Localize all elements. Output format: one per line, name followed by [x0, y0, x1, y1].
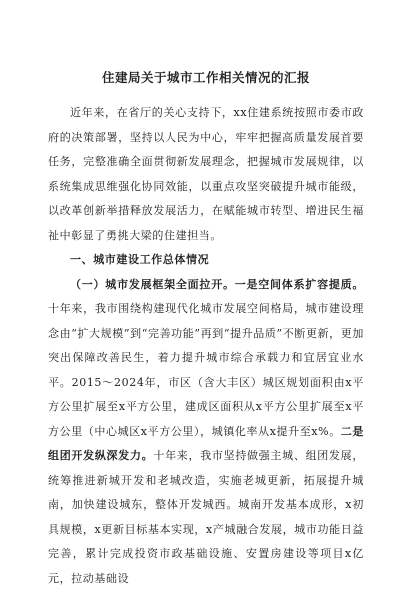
subsection-text: 十年来，我市围绕构建现代化城市发展空间格局，城市建设理念由“扩大规模”到“完善功能”再到“提升品质”不断更新，更加突出保障改善民生，着力提升城市综合承载力和宜居宜业水平。2015～2024年，市区（含大丰区）城区规划面积由x平方公里扩展至x平方公里，建成区面积从x平方公里扩展至x平方公里（中心城区x平方公里），城镇化率从x提升至x%。 — [48, 302, 364, 438]
document-title: 住建局关于城市工作相关情况的汇报 — [48, 68, 364, 88]
intro-paragraph: 近年来，在省厅的关心支持下，xx住建系统按照市委市政府的决策部署，坚持以人民为中心，牢牢把握高质量发展首要任务，完整准确全面贯彻新发展理念，把握城市发展规律，以系统集成思维强化协同效能，以重点攻坚突破提升城市能级，以改革创新举措释放发展活力，在赋能城市转型、增进民生福祉中彰显了勇挑大梁的住建担当。 — [48, 101, 364, 248]
subsection-heading: （一）城市发展框架全面拉开。 — [70, 278, 235, 291]
subsection-lead-2: 二是组团开发纵深发力。 — [48, 425, 364, 463]
subsection-paragraph — [48, 273, 364, 591]
subsection-text-2: 十年来，我市坚持做强主城、组团发展，统筹推进新城开发和老城改造，实施老城更新，拓展提升城南，加快建设城东，整体开发城西。城南开发基本成形，x初具规模，x更新目标基本实现，x产城融合发展，城市功能日益完善，累计完成投资市政基础设施、安置房建设等项目x亿元，拉动基础设 — [48, 449, 364, 585]
subsection-lead: 一是空间体系扩容提质。 — [235, 278, 364, 291]
section-heading: 一、城市建设工作总体情况 — [48, 248, 364, 273]
